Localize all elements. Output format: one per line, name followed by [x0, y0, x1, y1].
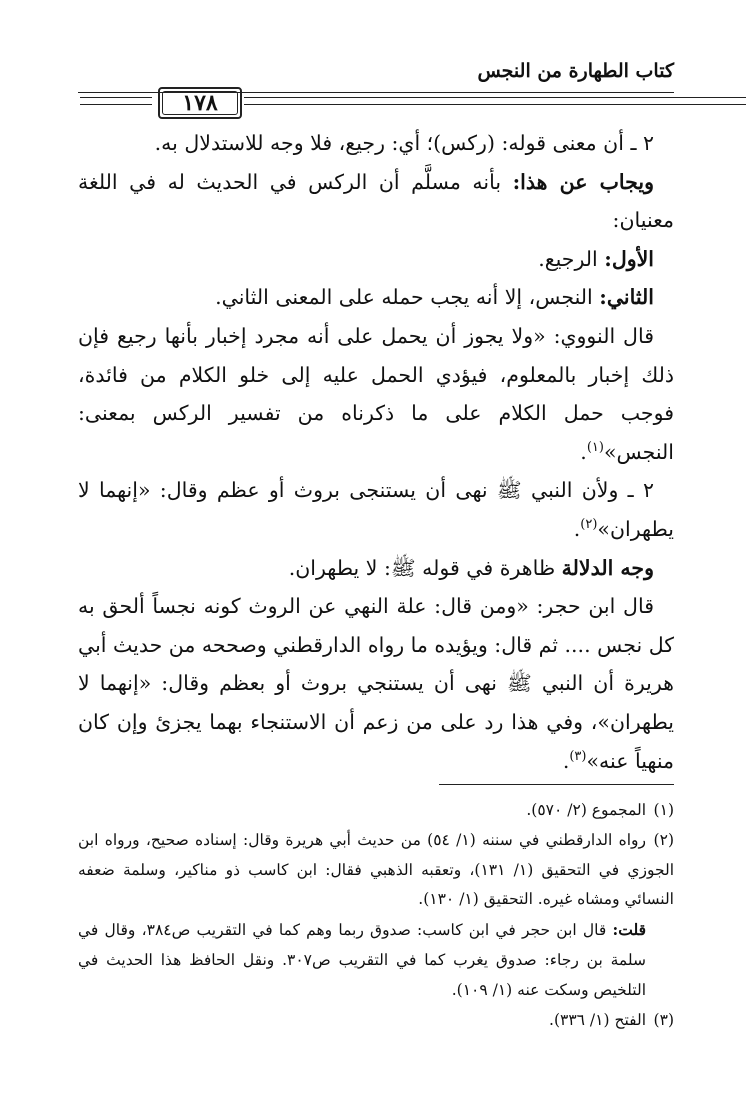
- nawawi-quote-end: .: [580, 439, 587, 464]
- hadith-end: .: [573, 516, 581, 541]
- evidence-text: ظاهرة في قوله ﷺ: لا يطهران.: [288, 555, 562, 580]
- footnote-3: [78, 1006, 674, 1036]
- footnote-2-note-lead: قلت:: [612, 920, 646, 940]
- response-lead: ويجاب عن هذا:: [512, 169, 655, 194]
- first-meaning-text: الرجيع.: [538, 246, 605, 271]
- footnote-2-note: [78, 915, 674, 1005]
- footnote-2-note-text: قال ابن حجر في ابن كاسب: صدوق ربما وهم كما في التقريب ص٣٨٤، وقال في سلمة بن رجاء: صدوق يغرب كما في التقريب ص٣٠٧. ونقل الحافظ هذا الحديث في التلخيص وسكت عنه (١/ ١٠٩).: [78, 921, 646, 999]
- first-meaning-lead: الأول:: [604, 246, 654, 271]
- response-text: بأنه مسلَّم أن الركس في الحديث له في اللغة معنيان:: [78, 169, 674, 233]
- page-number-frame: [158, 87, 242, 119]
- page-number: ١٧٨: [182, 90, 218, 116]
- ibn-hajar-quote-end: .: [562, 748, 570, 773]
- paragraph-first-meaning: [78, 240, 674, 279]
- footnote-1-number: (١): [653, 801, 674, 819]
- main-text: [78, 124, 674, 780]
- footnote-2-text: رواه الدارقطني في سننه (١/ ٥٤) من حديث أبي هريرة وقال: إسناده صحيح، ورواه ابن الجوزي في التحقيق (١/ ١٣١)، وتعقبه الذهبي فقال: ابن كاسب ذو مناكير، وسلمة ضعفه النسائي ومشاه غيره. التحقيق (١/ ١٣٠).: [78, 830, 674, 909]
- footnote-1-text: المجموع (٢/ ٥٧٠).: [526, 801, 646, 819]
- footnote-3-number: (٣): [653, 1010, 674, 1029]
- ornament-double-rule-right: [244, 97, 746, 105]
- nawawi-quote-text: قال النووي: «ولا يجوز أن يحمل على أنه مجرد إخبار بأنها رجيع فإن ذلك إخبار بالمعلوم، فيؤدي الحمل عليه إلى خلو الكلام من فائدة، فوجب حمل الكلام على ما ذكرناه من تفسير الركس بمعنى: النجس»: [78, 323, 674, 464]
- paragraph-evidence: [78, 549, 674, 588]
- book-title: كتاب الطهارة من النجس: [477, 60, 674, 82]
- paragraph-hadith-dung-bone: [78, 471, 674, 548]
- second-meaning-text: النجس، إلا أنه يجب حمله على المعنى الثاني.: [215, 285, 600, 310]
- footnotes: [78, 796, 674, 1035]
- footnote-1: [78, 796, 674, 826]
- footnote-ref-2[interactable]: (٢): [580, 517, 598, 533]
- footnote-2-number: (٢): [653, 830, 674, 849]
- paragraph-ibn-hajar-quote: [78, 587, 674, 780]
- page-number-bar: [80, 87, 746, 123]
- footnote-ref-1[interactable]: (١): [586, 439, 604, 455]
- ornament-double-rule-left: [80, 97, 152, 105]
- paragraph-nawawi-quote: [78, 317, 674, 471]
- footnote-3-text: الفتح (١/ ٣٣٦).: [549, 1010, 646, 1029]
- paragraph-response: [78, 163, 674, 240]
- paragraph-second-meaning: [78, 278, 674, 317]
- ibn-hajar-quote-text: قال ابن حجر: «ومن قال: علة النهي عن الروث كونه نجساً ألحق به كل نجس .... ثم قال: ويؤيده ما رواه الدارقطني وصححه من حديث أبي هريرة أن النبي ﷺ نهى أن يستنجي بروث أو بعظم وقال: «إنهما لا يطهران»، وفي هذا رد على من زعم أن الاستنجاء بهما يجزئ وإن كان منهياً عنه»: [78, 594, 674, 773]
- paragraph-point-2-meaning: ٢ ـ أن معنى قوله: (ركس)؛ أي: رجيع، فلا وجه للاستدلال به.: [154, 131, 654, 155]
- footnote-separator: [439, 784, 674, 785]
- footnote-2: [78, 826, 674, 915]
- second-meaning-lead: الثاني:: [599, 285, 654, 310]
- evidence-lead: وجه الدلالة: [561, 555, 654, 580]
- hadith-text: ٢ ـ ولأن النبي ﷺ نهى أن يستنجى بروث أو عظم وقال: «إنهما لا يطهران»: [78, 478, 674, 541]
- footnote-ref-3[interactable]: (٣): [569, 748, 587, 764]
